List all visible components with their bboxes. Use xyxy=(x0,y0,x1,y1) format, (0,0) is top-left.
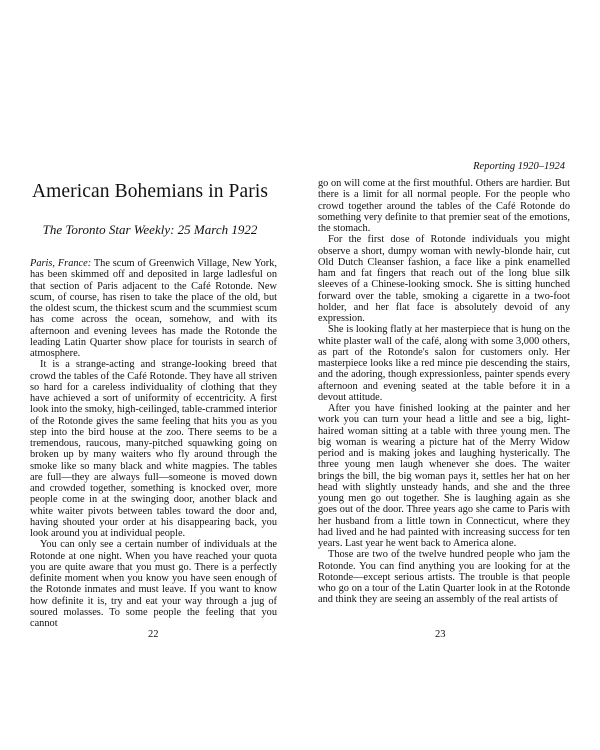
page-number: 23 xyxy=(435,629,446,640)
page-number: 22 xyxy=(148,629,159,640)
paragraph: It is a strange-acting and strange-looking breed that crowd the tables of the Café Rotonde. They have all striven so hard for a careless individuality of clothing that they have achieved a sort of uniformity of eccentricity. A first look into the smoky, high-ceilinged, table-crammed interior of the Rotonde gives the same feeling that hits you as you step into the bird house at the zoo. There seems to be a tremendous, raucous, many-pitched squawking going on broken up by many waiters who fly around through the smoke like so many black and white magpies. The tables are full—they are always full—someone is moved down and crowded together, something is knocked over, more people come in at the swinging door, another black and white waiter pivots between tables toward the door and, having shouted your order at his disappearing back, you look around you at individual people. xyxy=(30,359,277,539)
paragraph xyxy=(30,258,277,359)
paragraph: She is looking flatly at her masterpiece that is hung on the white plaster wall of the café, along with some 3,000 others, as part of the Rotonde's salon for customers only. Her masterpiece looks like a red mince pie descending the stairs, and the adoring, though expressionless, painter spends every afternoon and evening seated at the table before it in a devout attitude. xyxy=(318,324,570,403)
paragraph-text: The scum of Greenwich Village, New York, has been skimmed off and deposited in large ladlesful on that section of Paris adjacent to the Café Rotonde. New scum, of course, has risen to take the place of the old, but the oldest scum, the thickest scum and the scummiest scum has come across the ocean, somehow, and with its afternoon and evening levees has made the Rotonde the leading Latin Quarter show place for tourists in search of atmosphere. xyxy=(30,258,278,359)
paragraph: go on will come at the first mouthful. Others are hardier. But there is a limit for all normal people. For the people who crowd together around the tables of the Café Rotonde do something very definite to that premier seat of the emotions, the stomach. xyxy=(318,178,570,234)
paragraph: For the first dose of Rotonde individuals you might observe a short, dumpy woman with newly-blonde hair, cut Old Dutch Cleanser fashion, a face like a pink enamelled ham and fat fingers that reach out of the long blue silk sleeves of a Chinese-looking smock. She is sitting hunched forward over the table, smoking a cigarette in a two-foot holder, and her flat face is absolutely devoid of any expression. xyxy=(318,234,570,324)
right-page-body xyxy=(318,178,570,606)
paragraph: You can only see a certain number of individuals at the Rotonde at one night. When you have reached your quota you are quite aware that you must go. There is a perfectly definite moment when you know you have seen enough of the Rotonde inmates and must leave. If you want to know how definite it is, try and eat your way through a jug of soured molasses. To some people the feeling that you cannot xyxy=(30,539,277,629)
left-page-body xyxy=(30,258,277,629)
running-head: Reporting 1920–1924 xyxy=(473,161,565,172)
paragraph: After you have finished looking at the painter and her work you can turn your head a little and see a big, light-haired woman sitting at a table with three young men. The big woman is wearing a picture hat of the Merry Widow period and is making jokes and laughing hysterically. The three young men laugh whenever she does. The waiter brings the bill, the big woman pays it, settles her hat on her head with slightly unsteady hands, and she and the three young men go out together. She is laughing again as she goes out of the door. Three years ago she came to Paris with her husband from a little town in Connecticut, where they had lived and he had painted with increasing success for ten years. Last year he went back to America alone. xyxy=(318,403,570,549)
article-subtitle: The Toronto Star Weekly: 25 March 1922 xyxy=(42,222,258,237)
dateline: Paris, France: xyxy=(30,258,92,269)
paragraph: Those are two of the twelve hundred people who jam the Rotonde. You can find anything you are looking for at the Rotonde—except serious artists. The trouble is that people who go on a tour of the Latin Quarter look in at the Rotonde and think they are seeing an assembly of the real artists of xyxy=(318,549,570,606)
article-title: American Bohemians in Paris xyxy=(31,181,269,202)
